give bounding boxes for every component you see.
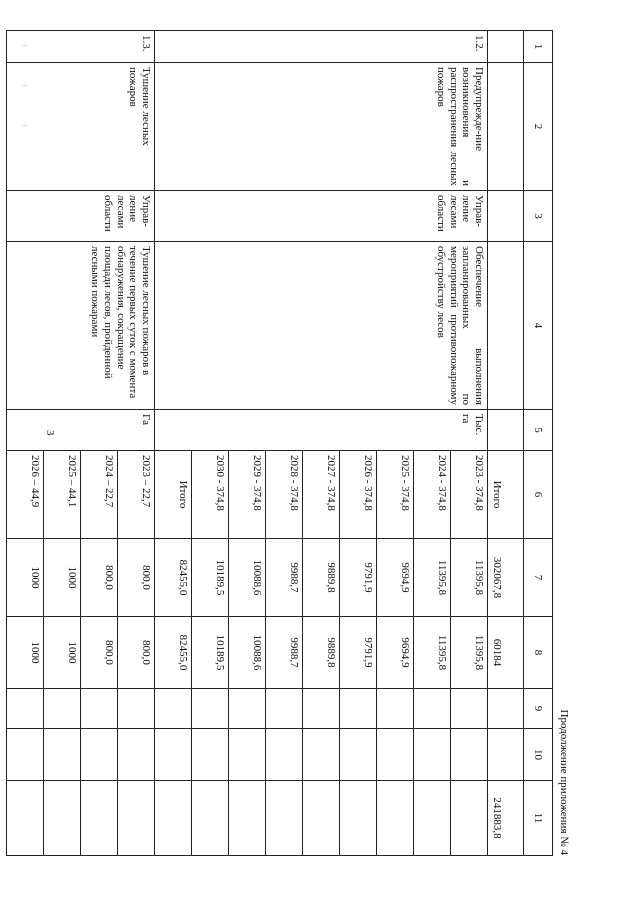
section-indicator: Тушение лесных пожаров в течение первых суток с момента обнаружения, сокращение площади лесов, пройденной лесными пожарами	[7, 242, 155, 410]
col8-value: 1000	[44, 617, 81, 689]
scan-mark: ...	[22, 120, 28, 128]
section-total-label: Итого	[155, 451, 192, 539]
header-cell: 10	[524, 729, 553, 781]
year-value: 2026 - 374,8	[340, 451, 377, 539]
section-indicator: Обеспечение выполнения запланированных по мероприятий противопожарному обустройству лесов	[155, 242, 488, 410]
col7-value: 9988,7	[266, 539, 303, 617]
header-cell: 7	[524, 539, 553, 617]
header-cell: 5	[524, 410, 553, 451]
section-total-col7: 82455,0	[155, 539, 192, 617]
section-executor: Управ-ление лесами области	[155, 191, 488, 242]
col7-value: 800,0	[118, 539, 155, 617]
header-cell: 4	[524, 242, 553, 410]
col8-value: 9791,9	[340, 617, 377, 689]
continuation-note: Продолжение приложения № 4	[558, 709, 570, 855]
col8-value: 11395,8	[414, 617, 451, 689]
scan-mark: ...	[22, 40, 28, 48]
section-number: 1.2.	[155, 31, 488, 63]
header-cell: 9	[524, 689, 553, 729]
col7-value: 9889,8	[303, 539, 340, 617]
section-unit: Тыс. га	[155, 410, 488, 451]
header-cell: 1	[524, 31, 553, 63]
section-name: Предупрежде-ние возникновения и распространения лесных пожаров	[155, 63, 488, 191]
col8-value: 9694,9	[377, 617, 414, 689]
section-name: Тушение лесных пожаров	[7, 63, 155, 191]
table-header-row	[524, 31, 553, 856]
year-value: 2028 - 374,8	[266, 451, 303, 539]
year-value: 2025 - 374,8	[377, 451, 414, 539]
section-number: 1.3.	[7, 31, 155, 63]
year-value: 2026 – 44,9	[7, 451, 44, 539]
col7-value: 10189,5	[192, 539, 229, 617]
col8-value: 10189,5	[192, 617, 229, 689]
col7-value: 1000	[44, 539, 81, 617]
col8-value: 800,0	[118, 617, 155, 689]
total-col8: 60184	[488, 617, 524, 689]
col8-value: 9889,8	[303, 617, 340, 689]
header-cell: 11	[524, 781, 553, 856]
table-row	[488, 31, 524, 856]
section-total-col8: 82455,0	[155, 617, 192, 689]
total-col7: 302067,8	[488, 539, 524, 617]
year-value: 2023 - 374,8	[451, 451, 488, 539]
year-value: 2030 - 374,8	[192, 451, 229, 539]
col8-value: 800,0	[81, 617, 118, 689]
total-col11: 241883,8	[488, 781, 524, 856]
col7-value: 800,0	[81, 539, 118, 617]
year-value: 2024 - 374,8	[414, 451, 451, 539]
col7-value: 11395,8	[451, 539, 488, 617]
section-unit: Га	[7, 410, 155, 451]
appendix-table	[6, 30, 553, 856]
col8-value: 11395,8	[451, 617, 488, 689]
year-value: 2029 - 374,8	[229, 451, 266, 539]
col7-value: 10088,6	[229, 539, 266, 617]
header-cell: 3	[524, 191, 553, 242]
col8-value: 1000	[7, 617, 44, 689]
header-cell: 2	[524, 63, 553, 191]
header-cell: 8	[524, 617, 553, 689]
rotated-page-content	[29, 30, 570, 855]
col7-value: 1000	[7, 539, 44, 617]
year-value: 2025 – 44,1	[44, 451, 81, 539]
scan-mark: ...	[22, 80, 28, 88]
page-number: 3	[44, 430, 56, 436]
col7-value: 9791,9	[340, 539, 377, 617]
col7-value: 11395,8	[414, 539, 451, 617]
total-label: Итого	[488, 451, 524, 539]
table-row	[118, 31, 155, 856]
col8-value: 10088,6	[229, 617, 266, 689]
section-executor: Управ-ление лесами области	[7, 191, 155, 242]
header-cell: 6	[524, 451, 553, 539]
year-value: 2024 – 22,7	[81, 451, 118, 539]
table-row	[451, 31, 488, 856]
year-value: 2027 - 374,8	[303, 451, 340, 539]
col7-value: 9694,9	[377, 539, 414, 617]
year-value: 2023 – 22,7	[118, 451, 155, 539]
col8-value: 9988,7	[266, 617, 303, 689]
